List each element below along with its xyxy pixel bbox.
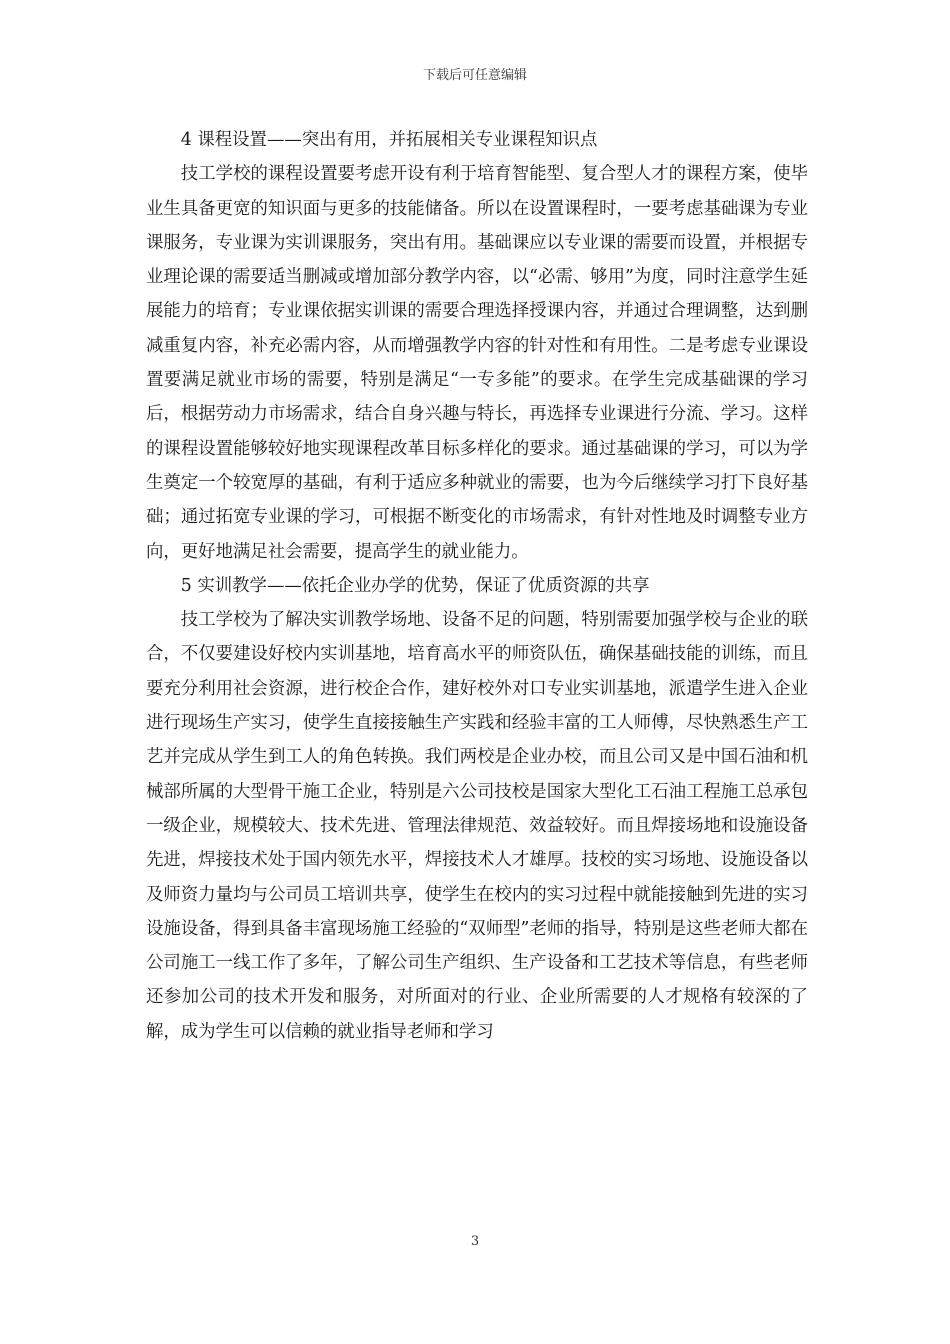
section-paragraph-4: 技工学校的课程设置要考虑开设有利于培育智能型、复合型人才的课程方案，使毕业生具备更宽的知识面与更多的技能储备。所以在设置课程时，一要考虑基础课为专业课服务，专业课为实训课服务，突出有用。基础课应以专业课的需要而设置，并根据专业理论课的需要适当删减或增加部分教学内容，以“必需、够用”为度，同时注意学生延展能力的培育；专业课依据实训课的需要合理选择授课内容，并通过合理调整，达到删减重复内容，补充必需内容，从而增强教学内容的针对性和有用性。二是考虑专业课设置要满足就业市场的需要，特别是满足“一专多能”的要求。在学生完成基础课的学习后，根据劳动力市场需求，结合自身兴趣与特长，再选择专业课进行分流、学习。这样的课程设置能够较好地实现课程改革目标多样化的要求。通过基础课的学习，可以为学生奠定一个较宽厚的基础，有利于适应多种就业的需要，也为今后继续学习打下良好基础；通过拓宽专业课的学习，可根据不断变化的市场需求，有针对性地及时调整专业方向，更好地满足社会需要，提高学生的就业能力。 xyxy=(146,164,808,562)
document-body xyxy=(146,123,808,1049)
section-paragraph-5: 技工学校为了解决实训教学场地、设备不足的问题，特别需要加强学校与企业的联合，不仅要建设好校内实训基地，培育高水平的师资队伍，确保基础技能的训练，而且要充分利用社会资源，进行校企合作，建好校外对口专业实训基地，派遣学生进入企业进行现场生产实习，使学生直接接触生产实践和经验丰富的工人师傅，尽快熟悉生产工艺并完成从学生到工人的角色转换。我们两校是企业办校，而且公司又是中国石油和机械部所属的大型骨干施工企业，特别是六公司技校是国家大型化工石油工程施工总承包一级企业，规模较大、技术先进、管理法律规范、效益较好。而且焊接场地和设施设备先进，焊接技术处于国内领先水平，焊接技术人才雄厚。技校的实习场地、设施设备以及师资力量均与公司员工培训共享，使学生在校内的实习过程中就能接触到先进的实习设施设备，得到具备丰富现场施工经验的“双师型”老师的指导，特别是这些老师大都在公司施工一线工作了多年，了解公司生产组织、生产设备和工艺技术等信息，有些老师还参加公司的技术开发和服务，对所面对的行业、企业所需要的人才规格有较深的了解，成为学生可以信赖的就业指导老师和学习 xyxy=(146,610,808,1042)
section-heading-4: 4 课程设置——突出有用，并拓展相关专业课程知识点 xyxy=(180,130,598,150)
page-number: 3 xyxy=(470,1234,480,1249)
section-heading-5: 5 实训教学——依托企业办学的优势，保证了优质资源的共享 xyxy=(180,575,650,596)
page-header: 下载后可任意编辑 xyxy=(422,68,527,83)
